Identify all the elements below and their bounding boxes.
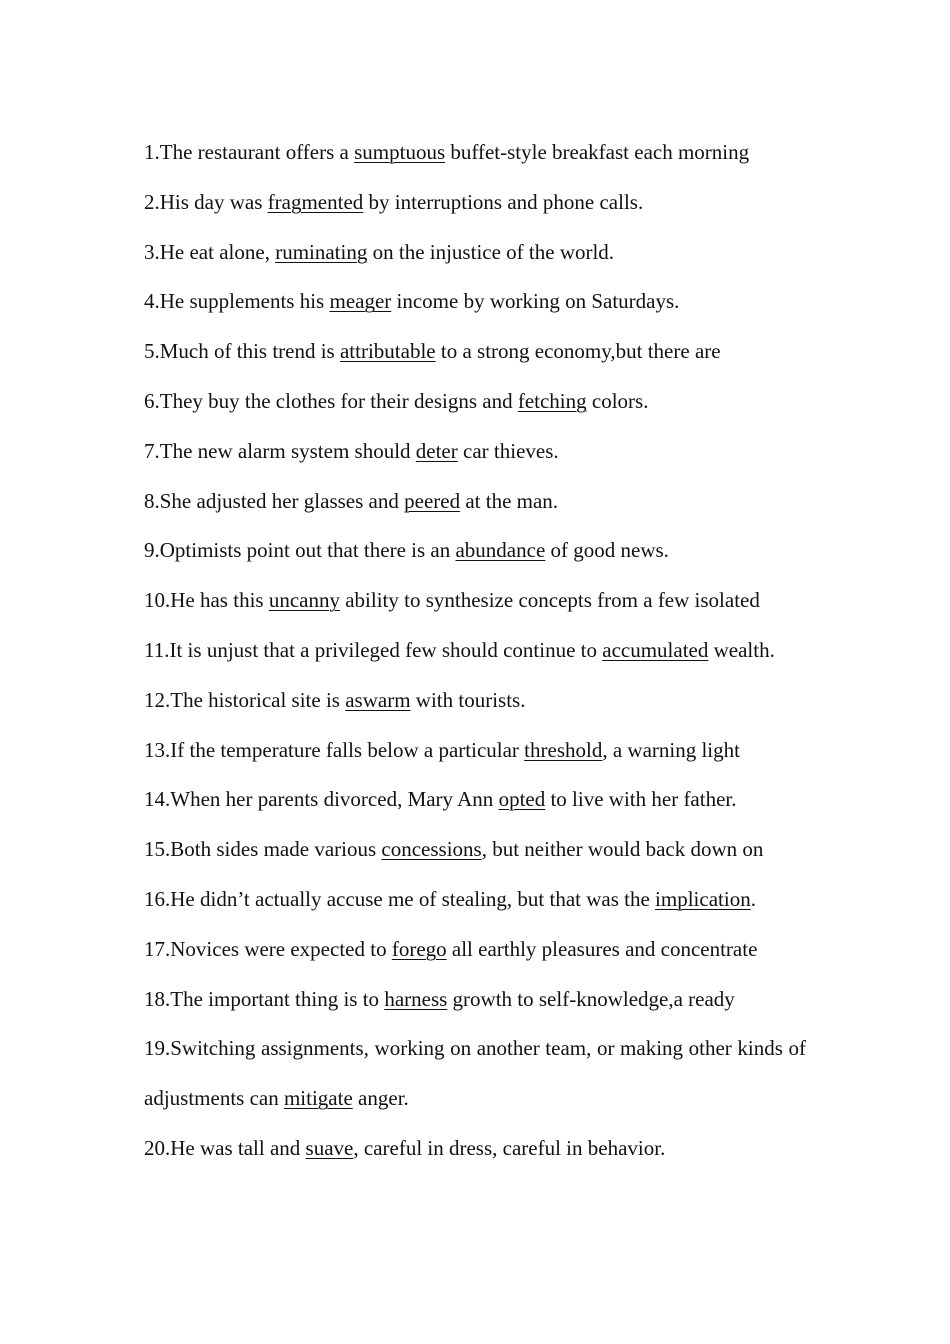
sentence-text: buffet-style breakfast each morning: [445, 140, 750, 164]
vocabulary-word: abundance: [455, 538, 546, 563]
sentence-11: [144, 626, 806, 676]
sentence-text: ability to synthesize concepts from a few isolated: [339, 588, 760, 613]
sentence-7: [144, 427, 806, 477]
sentence-number: 16.: [144, 886, 171, 911]
sentence-17: [144, 925, 806, 975]
sentence-15: [144, 825, 806, 875]
sentence-number: 4.: [144, 289, 160, 314]
vocabulary-word: concessions: [381, 837, 482, 862]
vocabulary-word: uncanny: [268, 588, 340, 613]
sentence-number: 8.: [144, 488, 160, 513]
sentence-text: wealth.: [708, 637, 775, 662]
sentence-number: 7.: [144, 438, 160, 463]
sentence-text: His day was: [159, 189, 268, 214]
sentence-number: 11.: [144, 637, 170, 662]
sentence-number: 17.: [144, 936, 171, 961]
vocabulary-word: fetching: [517, 388, 587, 413]
sentence-number: 15.: [144, 837, 171, 862]
sentence-text: Much of this trend is: [159, 339, 340, 364]
sentence-text: Optimists point out that there is an: [159, 538, 456, 563]
sentence-text: .: [750, 886, 756, 911]
sentence-text: growth to self-knowledge,a ready: [447, 986, 735, 1011]
sentence-text: colors.: [586, 388, 649, 413]
vocabulary-word: threshold: [524, 737, 603, 762]
sentence-text: The restaurant offers a: [159, 140, 355, 164]
vocabulary-word: deter: [415, 438, 458, 463]
vocabulary-sentence-list: [144, 128, 806, 1174]
sentence-2: [144, 178, 806, 228]
sentence-text: to a strong economy,but there are: [435, 339, 721, 364]
vocabulary-word: fragmented: [267, 189, 364, 214]
sentence-number: 2.: [144, 189, 160, 214]
sentence-text: The new alarm system should: [159, 438, 416, 463]
sentence-text: He didn’t actually accuse me of stealing, but that was the: [170, 886, 656, 911]
sentence-5: [144, 327, 806, 377]
sentence-text: , but neither would back down on: [481, 837, 764, 862]
vocabulary-word: suave: [305, 1135, 354, 1160]
sentence-text: Novices were expected to: [170, 936, 392, 961]
sentence-text: If the temperature falls below a particular: [170, 737, 525, 762]
vocabulary-word: ruminating: [275, 239, 368, 264]
vocabulary-word: peered: [404, 488, 461, 513]
sentence-6: [144, 377, 806, 427]
sentence-text: , careful in dress, careful in behavior.: [353, 1135, 666, 1160]
sentence-text: He was tall and: [170, 1135, 306, 1160]
sentence-text: They buy the clothes for their designs and: [159, 388, 518, 413]
vocabulary-word: harness: [384, 986, 448, 1011]
vocabulary-word: forego: [391, 936, 447, 961]
sentence-20: [144, 1124, 806, 1174]
sentence-14: [144, 775, 806, 825]
sentence-1: [144, 128, 806, 178]
sentence-3: [144, 228, 806, 278]
sentence-text: of good news.: [545, 538, 669, 563]
sentence-text: Switching assignments, working on another team, or making other kinds of adjustments can: [144, 1036, 806, 1111]
vocabulary-word: implication: [655, 886, 751, 911]
sentence-19: [144, 1024, 806, 1124]
sentence-text: to live with her father.: [545, 787, 737, 812]
sentence-text: It is unjust that a privileged few should continue to: [169, 637, 603, 662]
sentence-text: at the man.: [460, 488, 559, 513]
vocabulary-word: meager: [329, 289, 392, 314]
sentence-text: Both sides made various: [170, 837, 382, 862]
vocabulary-word: sumptuous: [354, 140, 446, 164]
sentence-16: [144, 875, 806, 925]
sentence-text: car thieves.: [457, 438, 559, 463]
sentence-text: He eat alone,: [159, 239, 276, 264]
sentence-text: The important thing is to: [170, 986, 385, 1011]
sentence-text: anger.: [352, 1086, 409, 1111]
sentence-10: [144, 576, 806, 626]
sentence-text: He supplements his: [159, 289, 330, 314]
sentence-8: [144, 477, 806, 527]
sentence-text: by interruptions and phone calls.: [363, 189, 644, 214]
sentence-18: [144, 975, 806, 1025]
sentence-number: 1.: [144, 140, 160, 164]
sentence-text: When her parents divorced, Mary Ann: [170, 787, 499, 812]
vocabulary-word: mitigate: [283, 1086, 353, 1111]
sentence-text: income by working on Saturdays.: [391, 289, 680, 314]
sentence-number: 20.: [144, 1135, 171, 1160]
sentence-text: He has this: [170, 588, 269, 613]
sentence-text: The historical site is: [170, 687, 346, 712]
vocabulary-word: opted: [498, 787, 546, 812]
vocabulary-word: attributable: [339, 339, 436, 364]
sentence-number: 14.: [144, 787, 171, 812]
sentence-number: 3.: [144, 239, 160, 264]
sentence-12: [144, 676, 806, 726]
sentence-9: [144, 526, 806, 576]
sentence-number: 13.: [144, 737, 171, 762]
sentence-13: [144, 726, 806, 776]
sentence-number: 10.: [144, 588, 171, 613]
sentence-4: [144, 277, 806, 327]
sentence-number: 9.: [144, 538, 160, 563]
sentence-text: She adjusted her glasses and: [159, 488, 405, 513]
sentence-number: 6.: [144, 388, 160, 413]
sentence-text: on the injustice of the world.: [367, 239, 615, 264]
sentence-number: 5.: [144, 339, 160, 364]
sentence-number: 19.: [144, 1036, 171, 1061]
sentence-number: 18.: [144, 986, 171, 1011]
vocabulary-word: accumulated: [602, 637, 709, 662]
sentence-text: all earthly pleasures and concentrate: [446, 936, 758, 961]
sentence-text: with tourists.: [410, 687, 526, 712]
sentence-number: 12.: [144, 687, 171, 712]
vocabulary-word: aswarm: [345, 687, 411, 712]
sentence-text: , a warning light: [602, 737, 740, 762]
